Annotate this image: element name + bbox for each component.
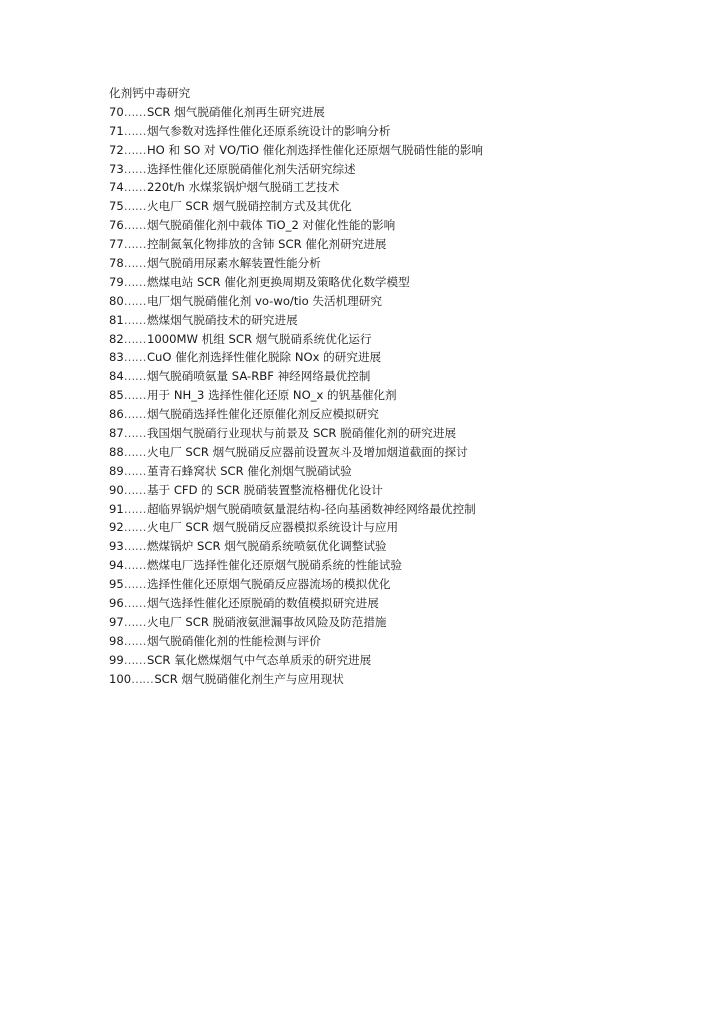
- entry-number: 93: [109, 539, 124, 554]
- dot-leader: ……: [123, 180, 146, 195]
- dot-leader: ……: [123, 350, 146, 365]
- entry-number: 81: [109, 312, 124, 327]
- entry-title: 基于 CFD 的 SCR 脱硝装置整流格栅优化设计: [146, 482, 383, 497]
- dot-leader: ……: [123, 520, 146, 535]
- toc-entry: [109, 575, 709, 594]
- entry-title: 选择性催化还原烟气脱硝反应器流场的模拟优化: [146, 577, 391, 592]
- entry-number: 92: [109, 520, 124, 535]
- toc-entry: [109, 405, 709, 424]
- dot-leader: ……: [123, 539, 146, 554]
- entry-number: 80: [109, 293, 124, 308]
- toc-entry: [109, 537, 709, 556]
- entry-title: 1000MW 机组 SCR 烟气脱硝系统优化运行: [146, 331, 372, 346]
- entry-number: 91: [109, 501, 124, 516]
- entry-number: 95: [109, 577, 124, 592]
- entry-title: 烟气脱硝催化剂中载体 TiO_2 对催化性能的影响: [146, 218, 396, 233]
- toc-entry: [109, 197, 709, 216]
- toc-entry: [109, 122, 709, 141]
- entry-title: 我国烟气脱硝行业现状与前景及 SCR 脱硝催化剂的研究进展: [146, 426, 457, 441]
- entry-number: 78: [109, 256, 124, 271]
- dot-leader: ……: [123, 293, 146, 308]
- entry-title: 选择性催化还原脱硝催化剂失活研究综述: [146, 161, 356, 176]
- dot-leader: ……: [123, 237, 146, 252]
- dot-leader: ……: [123, 426, 146, 441]
- toc-entry: [109, 292, 709, 311]
- dot-leader: ……: [123, 463, 146, 478]
- entry-title: 燃煤锅炉 SCR 烟气脱硝系统喷氨优化调整试验: [146, 539, 387, 554]
- dot-leader: ……: [123, 388, 146, 403]
- dot-leader: ……: [123, 558, 146, 573]
- dot-leader: ……: [123, 501, 146, 516]
- entry-number: 71: [109, 123, 124, 138]
- entry-number: 76: [109, 218, 124, 233]
- dot-leader: ……: [123, 596, 146, 611]
- dot-leader: ……: [123, 104, 146, 119]
- entry-number: 98: [109, 633, 124, 648]
- entry-number: 99: [109, 652, 124, 667]
- toc-entry: [109, 254, 709, 273]
- entry-title: 超临界锅炉烟气脱硝喷氨量混结构-径向基函数神经网络最优控制: [146, 501, 476, 516]
- dot-leader: ……: [123, 444, 146, 459]
- dot-leader: ……: [123, 482, 146, 497]
- entry-number: 74: [109, 180, 124, 195]
- entry-title: SCR 氧化燃煤烟气中气态单质汞的研究进展: [146, 652, 372, 667]
- entry-title: 220t/h 水煤浆锅炉烟气脱硝工艺技术: [146, 180, 340, 195]
- dot-leader: ……: [123, 369, 146, 384]
- entry-number: 70: [109, 104, 124, 119]
- toc-entries: [109, 103, 709, 689]
- entry-number: 88: [109, 444, 124, 459]
- dot-leader: ……: [123, 218, 146, 233]
- dot-leader: ……: [123, 407, 146, 422]
- entry-title: 电厂烟气脱硝催化剂 vo-wo/tio 失活机理研究: [146, 293, 382, 308]
- entry-number: 75: [109, 199, 124, 214]
- entry-title: 火电厂 SCR 烟气脱硝反应器前设置灰斗及增加烟道截面的探讨: [146, 444, 468, 459]
- entry-number: 94: [109, 558, 124, 573]
- entry-title: SCR 烟气脱硝催化剂再生研究进展: [146, 104, 325, 119]
- entry-number: 73: [109, 161, 124, 176]
- toc-entry: [109, 103, 709, 122]
- entry-number: 100: [109, 671, 132, 686]
- entry-number: 96: [109, 596, 124, 611]
- entry-title: 火电厂 SCR 烟气脱硝反应器模拟系统设计与应用: [146, 520, 399, 535]
- toc-entry: [109, 632, 709, 651]
- dot-leader: ……: [123, 577, 146, 592]
- dot-leader: ……: [123, 274, 146, 289]
- toc-entry: [109, 651, 709, 670]
- entry-title: 燃煤烟气脱硝技术的研究进展: [146, 312, 298, 327]
- toc-entry: [109, 443, 709, 462]
- toc-entry: [109, 518, 709, 537]
- entry-title: 烟气脱硝选择性催化还原催化剂反应模拟研究: [146, 407, 379, 422]
- entry-title: CuO 催化剂选择性催化脱除 NOx 的研究进展: [146, 350, 382, 365]
- dot-leader: ……: [131, 671, 154, 686]
- dot-leader: ……: [123, 652, 146, 667]
- entry-title: SCR 烟气脱硝催化剂生产与应用现状: [154, 671, 344, 686]
- dot-leader: ……: [123, 123, 146, 138]
- toc-entry: [109, 367, 709, 386]
- entry-number: 87: [109, 426, 124, 441]
- entry-title: 燃煤电厂选择性催化还原烟气脱硝系统的性能试验: [146, 558, 403, 573]
- entry-number: 82: [109, 331, 124, 346]
- toc-entry: [109, 594, 709, 613]
- entry-number: 79: [109, 274, 124, 289]
- entry-number: 86: [109, 407, 124, 422]
- entry-title: 烟气脱硝喷氨量 SA-RBF 神经网络最优控制: [146, 369, 371, 384]
- entry-title: 烟气参数对选择性催化还原系统设计的影响分析: [146, 123, 391, 138]
- toc-list: [109, 84, 709, 689]
- toc-entry: [109, 500, 709, 519]
- entry-title: 控制氮氧化物排放的含铈 SCR 催化剂研究进展: [146, 237, 387, 252]
- entry-title: 燃煤电站 SCR 催化剂更换周期及策略优化数学模型: [146, 274, 410, 289]
- toc-entry: [109, 462, 709, 481]
- toc-entry: [109, 160, 709, 179]
- entry-number: 84: [109, 369, 124, 384]
- continued-line: 化剂钙中毒研究: [109, 86, 191, 100]
- entry-title: 火电厂 SCR 烟气脱硝控制方式及其优化: [146, 199, 352, 214]
- dot-leader: ……: [123, 312, 146, 327]
- toc-entry: [109, 670, 709, 689]
- entry-number: 85: [109, 388, 124, 403]
- entry-title: 火电厂 SCR 脱硝液氨泄漏事故风险及防范措施: [146, 614, 387, 629]
- entry-title: 烟气脱硝用尿素水解装置性能分析: [146, 256, 321, 271]
- entry-number: 97: [109, 614, 124, 629]
- entry-number: 72: [109, 142, 124, 157]
- toc-entry: [109, 481, 709, 500]
- entry-number: 77: [109, 237, 124, 252]
- dot-leader: ……: [123, 633, 146, 648]
- toc-entry: [109, 613, 709, 632]
- entry-title: 堇青石蜂窝状 SCR 催化剂烟气脱硝试验: [146, 463, 352, 478]
- dot-leader: ……: [123, 331, 146, 346]
- toc-entry: [109, 424, 709, 443]
- entry-title: 烟气脱硝催化剂的性能检测与评价: [146, 633, 321, 648]
- toc-entry: [109, 330, 709, 349]
- entry-number: 83: [109, 350, 124, 365]
- toc-entry: [109, 348, 709, 367]
- toc-entry: [109, 273, 709, 292]
- dot-leader: ……: [123, 199, 146, 214]
- dot-leader: ……: [123, 161, 146, 176]
- toc-entry: [109, 235, 709, 254]
- toc-entry: [109, 386, 709, 405]
- toc-entry: [109, 141, 709, 160]
- toc-entry: [109, 178, 709, 197]
- entry-title: 用于 NH_3 选择性催化还原 NO_x 的钒基催化剂: [146, 388, 397, 403]
- dot-leader: ……: [123, 256, 146, 271]
- toc-entry: [109, 216, 709, 235]
- toc-entry: [109, 556, 709, 575]
- dot-leader: ……: [123, 142, 146, 157]
- toc-entry: [109, 311, 709, 330]
- dot-leader: ……: [123, 614, 146, 629]
- entry-number: 89: [109, 463, 124, 478]
- entry-title: 烟气选择性催化还原脱硝的数值模拟研究进展: [146, 596, 379, 611]
- entry-number: 90: [109, 482, 124, 497]
- entry-title: HO 和 SO 对 VO/TiO 催化剂选择性催化还原烟气脱硝性能的影响: [146, 142, 484, 157]
